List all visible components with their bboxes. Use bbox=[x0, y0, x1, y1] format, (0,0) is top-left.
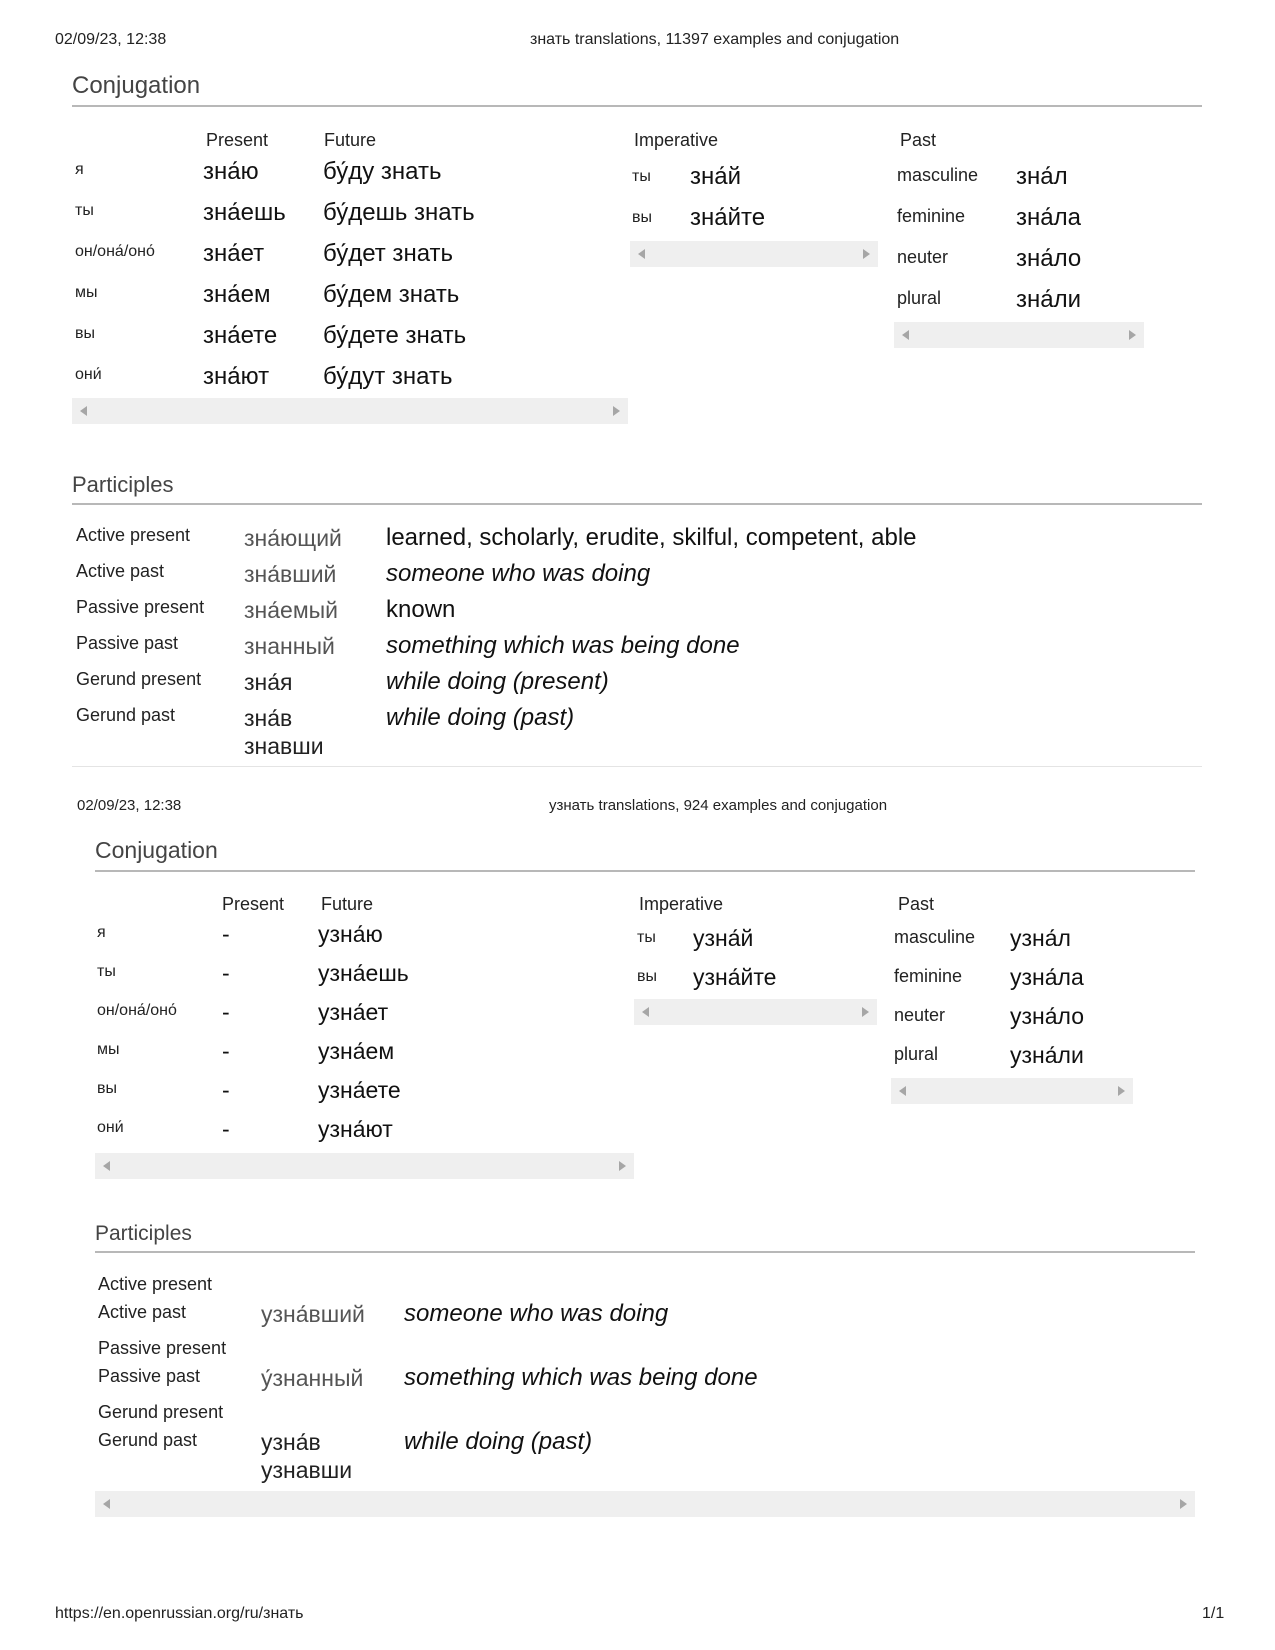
participle-form: зна́емый bbox=[244, 597, 339, 623]
gender-label: neuter bbox=[897, 247, 949, 267]
pronoun: ты bbox=[637, 929, 656, 946]
participle-label: Gerund past bbox=[76, 705, 176, 725]
past-form: зна́ло bbox=[1016, 245, 1082, 272]
future-form: бу́дет знать bbox=[323, 240, 454, 267]
future-form: бу́дешь знать bbox=[323, 199, 475, 226]
participle-label: Passive past bbox=[76, 633, 179, 653]
print-datetime: 02/09/23, 12:38 bbox=[77, 797, 182, 814]
pronoun: он/она́/оно́ bbox=[97, 1002, 177, 1019]
past-form: узна́ла bbox=[1010, 964, 1084, 990]
present-form: зна́ю bbox=[203, 158, 259, 185]
participle-form: узна́вший bbox=[261, 1301, 365, 1327]
horizontal-scrollbar[interactable] bbox=[72, 398, 628, 424]
scroll-right-icon[interactable] bbox=[1118, 1086, 1125, 1096]
imperative-form: зна́й bbox=[690, 163, 742, 190]
pronoun: мы bbox=[75, 284, 98, 301]
print-page-title: узнать translations, 924 examples and conjugation bbox=[549, 797, 888, 814]
present-form: - bbox=[222, 960, 230, 986]
present-form: зна́ете bbox=[203, 322, 278, 349]
participle-label: Active past bbox=[98, 1302, 187, 1322]
past-form: зна́ла bbox=[1016, 204, 1081, 231]
imperative-form: узна́йте bbox=[693, 964, 777, 990]
participle-meaning: while doing (past) bbox=[404, 1428, 593, 1455]
scroll-right-icon[interactable] bbox=[613, 406, 620, 416]
pronoun: он/она́/оно́ bbox=[75, 243, 155, 260]
present-form: - bbox=[222, 1077, 230, 1103]
scroll-right-icon[interactable] bbox=[619, 1161, 626, 1171]
col-head-present: Present bbox=[222, 894, 285, 914]
participle-meaning: while doing (past) bbox=[386, 704, 575, 731]
participle-form: зна́я bbox=[244, 669, 293, 695]
participle-form: узна́в bbox=[261, 1429, 321, 1455]
col-head-future: Future bbox=[324, 130, 377, 150]
section-divider bbox=[95, 1251, 1195, 1253]
past-form: узна́ло bbox=[1010, 1003, 1085, 1029]
pronoun: я bbox=[75, 161, 84, 178]
future-form: узна́ете bbox=[318, 1077, 401, 1103]
pronoun: ты bbox=[632, 168, 651, 185]
future-form: узна́ют bbox=[318, 1116, 393, 1142]
participle-meaning: someone who was doing bbox=[386, 560, 651, 587]
participle-label: Active present bbox=[98, 1274, 213, 1294]
scroll-left-icon[interactable] bbox=[103, 1499, 110, 1509]
horizontal-scrollbar[interactable] bbox=[95, 1153, 634, 1179]
section-title: Conjugation bbox=[95, 837, 218, 863]
imperative-form: узна́й bbox=[693, 925, 754, 951]
present-form: зна́ет bbox=[203, 240, 265, 267]
participle-meaning: someone who was doing bbox=[404, 1300, 669, 1327]
pronoun: ты bbox=[97, 963, 116, 980]
scroll-left-icon[interactable] bbox=[642, 1007, 649, 1017]
col-head-past: Past bbox=[898, 894, 935, 914]
gender-label: plural bbox=[897, 288, 942, 308]
pronoun: вы bbox=[97, 1080, 117, 1097]
horizontal-scrollbar[interactable] bbox=[891, 1078, 1133, 1104]
col-head-imperative: Imperative bbox=[634, 130, 719, 150]
participle-label: Passive present bbox=[76, 597, 205, 617]
horizontal-scrollbar[interactable] bbox=[630, 241, 878, 267]
page-url-link[interactable]: https://en.openrussian.org/ru/знать bbox=[55, 1605, 304, 1622]
present-form: зна́ют bbox=[203, 363, 270, 390]
future-form: узна́ет bbox=[318, 999, 389, 1025]
future-form: бу́дете знать bbox=[323, 322, 467, 349]
section-title: Participles bbox=[95, 1222, 192, 1245]
past-form: зна́ли bbox=[1016, 286, 1082, 313]
scroll-left-icon[interactable] bbox=[103, 1161, 110, 1171]
past-form: узна́л bbox=[1010, 925, 1071, 951]
scroll-right-icon[interactable] bbox=[862, 1007, 869, 1017]
participle-label: Active present bbox=[76, 525, 191, 545]
gender-label: neuter bbox=[894, 1005, 946, 1025]
participle-meaning: while doing (present) bbox=[386, 668, 609, 695]
future-form: узна́ю bbox=[318, 921, 383, 947]
horizontal-scrollbar[interactable] bbox=[894, 322, 1144, 348]
section-title: Participles bbox=[72, 472, 174, 497]
pronoun: вы bbox=[75, 325, 95, 342]
scroll-right-icon[interactable] bbox=[1180, 1499, 1187, 1509]
pronoun: ты bbox=[75, 202, 94, 219]
present-form: - bbox=[222, 921, 230, 947]
scroll-left-icon[interactable] bbox=[638, 249, 645, 259]
participle-label: Passive past bbox=[98, 1366, 201, 1386]
participle-meaning: something which was being done bbox=[404, 1364, 758, 1391]
gender-label: masculine bbox=[897, 165, 979, 185]
participle-meaning: something which was being done bbox=[386, 632, 740, 659]
gender-label: masculine bbox=[894, 927, 976, 947]
participle-form: знанный bbox=[244, 633, 335, 659]
print-datetime: 02/09/23, 12:38 bbox=[55, 31, 167, 48]
scroll-right-icon[interactable] bbox=[863, 249, 870, 259]
participle-form-alt: знавши bbox=[244, 733, 324, 759]
future-form: узна́ешь bbox=[318, 960, 409, 986]
page-separator bbox=[72, 766, 1202, 767]
participle-form: у́знанный bbox=[261, 1365, 364, 1391]
col-head-future: Future bbox=[321, 894, 374, 914]
print-page-title: знать translations, 11397 examples and conjugation bbox=[530, 31, 900, 48]
pronoun: вы bbox=[637, 968, 657, 985]
participle-meaning: learned, scholarly, erudite, skilful, competent, able bbox=[386, 524, 917, 551]
col-head-past: Past bbox=[900, 130, 937, 150]
present-form: зна́ешь bbox=[203, 199, 286, 226]
horizontal-scrollbar[interactable] bbox=[95, 1491, 1195, 1517]
participle-meaning: known bbox=[386, 596, 456, 623]
col-head-imperative: Imperative bbox=[639, 894, 724, 914]
participle-label: Gerund past bbox=[98, 1430, 198, 1450]
section-divider bbox=[72, 105, 1202, 107]
gender-label: feminine bbox=[897, 206, 966, 226]
section-divider bbox=[95, 870, 1195, 872]
participle-label: Gerund present bbox=[76, 669, 202, 689]
pronoun: вы bbox=[632, 209, 652, 226]
gender-label: plural bbox=[894, 1044, 939, 1064]
present-form: - bbox=[222, 1038, 230, 1064]
present-form: - bbox=[222, 1116, 230, 1142]
participle-label: Active past bbox=[76, 561, 165, 581]
future-form: узна́ем bbox=[318, 1038, 395, 1064]
participle-label: Gerund present bbox=[98, 1402, 224, 1422]
scroll-left-icon[interactable] bbox=[899, 1086, 906, 1096]
future-form: бу́ду знать bbox=[323, 158, 442, 185]
pronoun: мы bbox=[97, 1041, 120, 1058]
page-number: 1/1 bbox=[1202, 1605, 1225, 1622]
horizontal-scrollbar[interactable] bbox=[634, 999, 877, 1025]
pronoun: они́ bbox=[75, 366, 102, 383]
pronoun: я bbox=[97, 924, 106, 941]
past-form: узна́ли bbox=[1010, 1042, 1084, 1068]
scroll-right-icon[interactable] bbox=[1129, 330, 1136, 340]
gender-label: feminine bbox=[894, 966, 963, 986]
present-form: зна́ем bbox=[203, 281, 271, 308]
imperative-form: зна́йте bbox=[690, 204, 766, 231]
section-divider bbox=[72, 503, 1202, 505]
scroll-left-icon[interactable] bbox=[80, 406, 87, 416]
participle-form: зна́ющий bbox=[244, 525, 342, 551]
scroll-left-icon[interactable] bbox=[902, 330, 909, 340]
participle-form-alt: узнавши bbox=[261, 1457, 353, 1483]
col-head-present: Present bbox=[206, 130, 269, 150]
section-title: Conjugation bbox=[72, 72, 201, 99]
participle-form: зна́вший bbox=[244, 561, 337, 587]
future-form: бу́дут знать bbox=[323, 363, 453, 390]
participle-form: зна́в bbox=[244, 705, 293, 731]
present-form: - bbox=[222, 999, 230, 1025]
future-form: бу́дем знать bbox=[323, 281, 460, 308]
pronoun: они́ bbox=[97, 1119, 124, 1136]
past-form: зна́л bbox=[1016, 163, 1068, 190]
participle-label: Passive present bbox=[98, 1338, 227, 1358]
